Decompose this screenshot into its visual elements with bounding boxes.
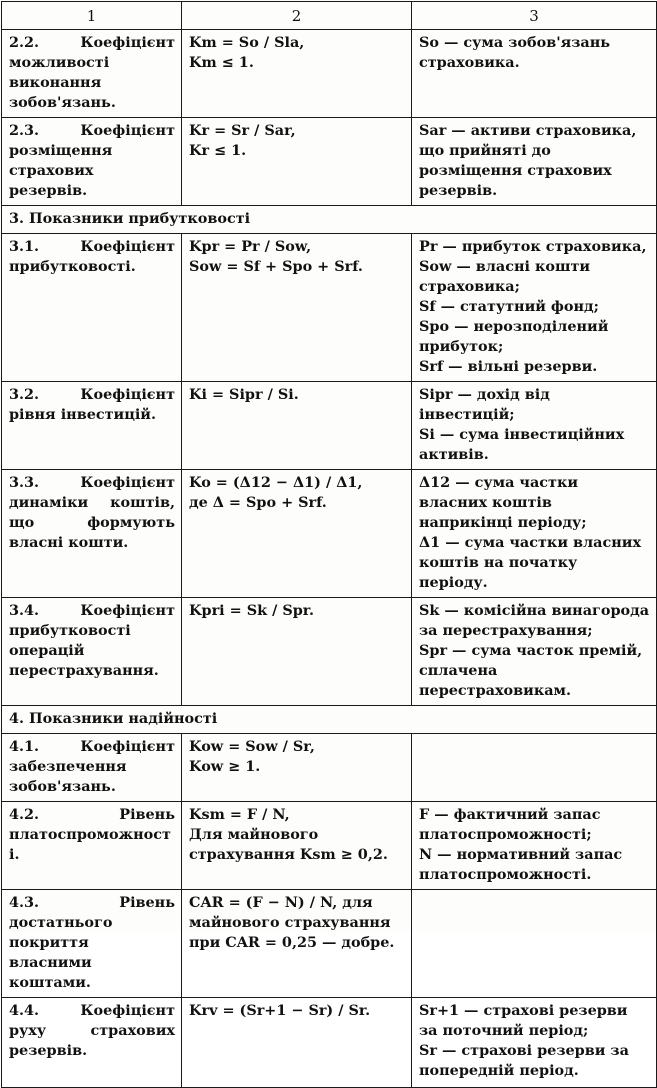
indicator-name: 3.3. Коефіцієнт динаміки коштів, що формують власні кошти. bbox=[2, 470, 182, 598]
table-row bbox=[2, 234, 657, 382]
indicator-description: Sipr — дохід від інвестицій; Si — сума інвестиційних активів. bbox=[412, 382, 657, 470]
header-row bbox=[2, 2, 657, 30]
indicator-description: F — фактичний запас платоспроможності; N — нормативний запас платоспроможності. bbox=[412, 802, 657, 890]
table-row bbox=[2, 118, 657, 206]
indicator-description: Sr+1 — страхові резерви за поточний період; Sr — страхові резерви за попередній період. bbox=[412, 998, 657, 1088]
indicator-formula: Kpr = Pr / Sow, Sow = Sf + Spo + Srf. bbox=[182, 234, 412, 382]
column-header-3: 3 bbox=[412, 2, 657, 30]
indicator-description: So — сума зобов'язань страховика. bbox=[412, 30, 657, 118]
indicator-formula: Krv = (Sr+1 − Sr) / Sr. bbox=[182, 998, 412, 1088]
table-row bbox=[2, 470, 657, 598]
indicator-formula: Ksm = F / N, Для майнового страхування Ksm ≥ 0,2. bbox=[182, 802, 412, 890]
table-row bbox=[2, 998, 657, 1088]
indicator-name: 4.4. Коефіцієнт руху страхових резервів. bbox=[2, 998, 182, 1088]
indicator-formula: Kpri = Sk / Spr. bbox=[182, 598, 412, 706]
indicator-formula: Ko = (Δ12 − Δ1) / Δ1, де Δ = Spo + Srf. bbox=[182, 470, 412, 598]
indicator-description: Δ12 — сума частки власних коштів наприкінці періоду; Δ1 — сума частки власних коштів на початку періоду. bbox=[412, 470, 657, 598]
table-row bbox=[2, 598, 657, 706]
table-row bbox=[2, 890, 657, 998]
indicator-formula: Kr = Sr / Sar, Kr ≤ 1. bbox=[182, 118, 412, 206]
table-row bbox=[2, 802, 657, 890]
indicator-description: Sk — комісійна винагорода за перестрахування; Spr — сума часток премій, сплачена перестраховикам. bbox=[412, 598, 657, 706]
indicator-formula: Km = So / Sla, Km ≤ 1. bbox=[182, 30, 412, 118]
table-row bbox=[2, 734, 657, 802]
section-row bbox=[2, 706, 657, 734]
indicator-name: 2.3. Коефіцієнт розміщення страхових резервів. bbox=[2, 118, 182, 206]
indicator-name: 2.2. Коефіцієнт можливості виконання зобов'язань. bbox=[2, 30, 182, 118]
indicator-name: 3.1. Коефіцієнт прибутковості. bbox=[2, 234, 182, 382]
indicator-name: 4.1. Коефіцієнт забезпечення зобов'язань. bbox=[2, 734, 182, 802]
table-row bbox=[2, 30, 657, 118]
indicator-description: Pr — прибуток страховика, Sow — власні кошти страховика; Sf — статутний фонд; Spo — нерозподілений прибуток; Srf — вільні резерви. bbox=[412, 234, 657, 382]
indicator-description: Sar — активи страховика, що прийняті до розміщення страхових резервів. bbox=[412, 118, 657, 206]
indicator-description bbox=[412, 890, 657, 998]
indicator-formula: Ki = Sipr / Si. bbox=[182, 382, 412, 470]
indicator-name: 3.4. Коефіцієнт прибутковості операцій перестрахування. bbox=[2, 598, 182, 706]
column-header-1: 1 bbox=[2, 2, 182, 30]
indicators-table bbox=[1, 1, 657, 1088]
table-row bbox=[2, 382, 657, 470]
section-title: 4. Показники надійності bbox=[2, 706, 657, 734]
indicator-description bbox=[412, 734, 657, 802]
section-row bbox=[2, 206, 657, 234]
column-header-2: 2 bbox=[182, 2, 412, 30]
section-title: 3. Показники прибутковості bbox=[2, 206, 657, 234]
indicator-formula: CAR = (F − N) / N, для майнового страхування при CAR = 0,25 — добре. bbox=[182, 890, 412, 998]
indicator-name: 4.2. Рівень платоспроможності. bbox=[2, 802, 182, 890]
indicator-name: 3.2. Коефіцієнт рівня інвестицій. bbox=[2, 382, 182, 470]
indicator-formula: Kow = Sow / Sr, Kow ≥ 1. bbox=[182, 734, 412, 802]
indicator-name: 4.3. Рівень достатнього покриття власними коштами. bbox=[2, 890, 182, 998]
